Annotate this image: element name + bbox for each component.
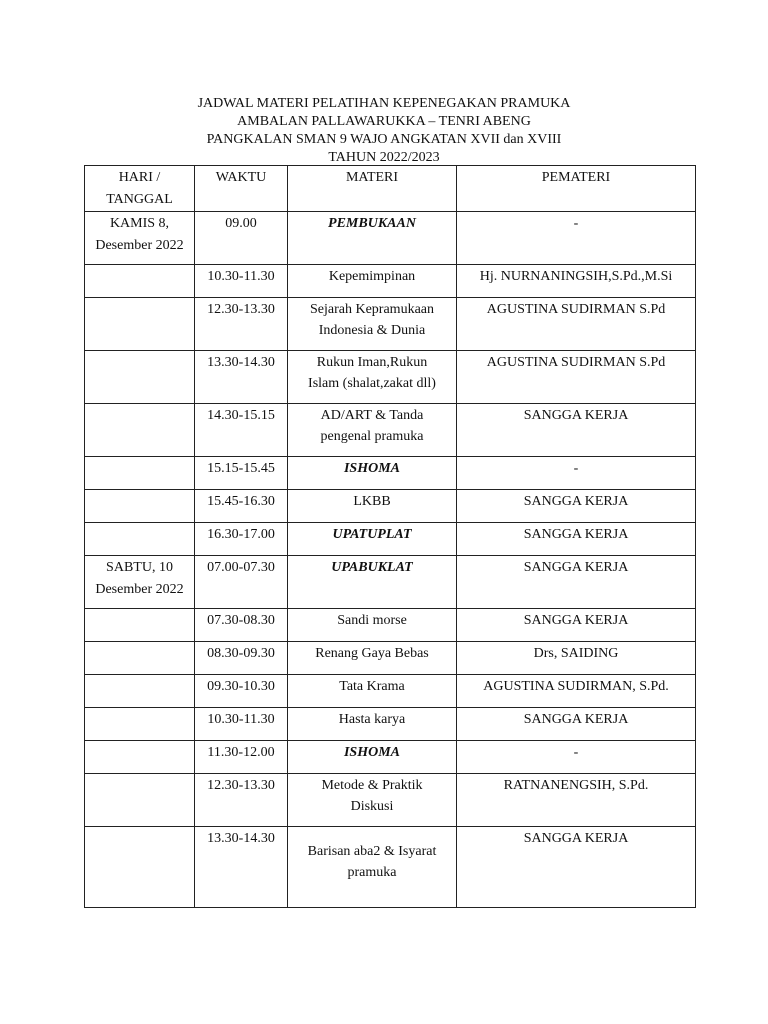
cell-materi xyxy=(288,212,457,265)
cell-pemateri: - xyxy=(457,457,696,490)
cell-waktu: 12.30-13.30 xyxy=(195,774,288,827)
materi-text: UPABUKLAT xyxy=(331,560,413,575)
header-hari-line-2: TANGGAL xyxy=(106,192,173,207)
cell-materi xyxy=(288,351,457,404)
cell-hari xyxy=(85,675,195,708)
cell-waktu: 12.30-13.30 xyxy=(195,298,288,351)
cell-materi: Hasta karya xyxy=(288,708,457,741)
cell-hari xyxy=(85,523,195,556)
cell-hari xyxy=(85,774,195,827)
cell-materi: Kepemimpinan xyxy=(288,265,457,298)
cell-hari xyxy=(85,556,195,609)
cell-pemateri: SANGGA KERJA xyxy=(457,827,696,908)
cell-materi xyxy=(288,827,457,908)
materi-text: ISHOMA xyxy=(343,461,401,476)
cell-pemateri: - xyxy=(457,212,696,265)
cell-pemateri: AGUSTINA SUDIRMAN, S.Pd. xyxy=(457,675,696,708)
hari-line-2: Desember 2022 xyxy=(95,238,184,253)
table-row xyxy=(85,351,696,404)
hari-line-1: SABTU, 10 xyxy=(106,560,173,575)
table-row xyxy=(85,708,696,741)
header-pemateri: PEMATERI xyxy=(457,166,696,212)
cell-hari xyxy=(85,708,195,741)
cell-materi: Tata Krama xyxy=(288,675,457,708)
cell-hari xyxy=(85,490,195,523)
cell-materi xyxy=(288,298,457,351)
cell-materi xyxy=(288,741,457,774)
cell-materi xyxy=(288,556,457,609)
cell-waktu: 08.30-09.30 xyxy=(195,642,288,675)
cell-materi: Sandi morse xyxy=(288,609,457,642)
title-line-1: JADWAL MATERI PELATIHAN KEPENEGAKAN PRAMUKA xyxy=(197,96,571,111)
title-line-2: AMBALAN PALLAWARUKKA – TENRI ABENG xyxy=(237,114,531,129)
cell-hari xyxy=(85,457,195,490)
table-row xyxy=(85,212,696,265)
table-row xyxy=(85,298,696,351)
cell-waktu: 10.30-11.30 xyxy=(195,265,288,298)
title-line-4: TAHUN 2022/2023 xyxy=(328,150,440,165)
schedule-table xyxy=(84,165,696,908)
cell-waktu: 07.30-08.30 xyxy=(195,609,288,642)
document-title xyxy=(0,95,768,167)
cell-materi xyxy=(288,523,457,556)
cell-waktu: 15.15-15.45 xyxy=(195,457,288,490)
cell-pemateri: Drs, SAIDING xyxy=(457,642,696,675)
title-line-3: PANGKALAN SMAN 9 WAJO ANGKATAN XVII dan XVIII xyxy=(206,132,562,147)
header-hari-tanggal xyxy=(85,166,195,212)
materi-line-1: Barisan aba2 & Isyarat xyxy=(307,844,437,859)
cell-hari xyxy=(85,351,195,404)
materi-line-1: Rukun Iman,Rukun xyxy=(316,355,428,370)
materi-text: ISHOMA xyxy=(343,745,401,760)
cell-pemateri: RATNANENGSIH, S.Pd. xyxy=(457,774,696,827)
cell-pemateri: - xyxy=(457,741,696,774)
cell-pemateri: SANGGA KERJA xyxy=(457,490,696,523)
materi-line-2: pramuka xyxy=(347,865,397,880)
table-row xyxy=(85,490,696,523)
materi-line-1: Sejarah Kepramukaan xyxy=(310,302,434,317)
cell-hari xyxy=(85,741,195,774)
table-row xyxy=(85,265,696,298)
cell-hari xyxy=(85,642,195,675)
cell-materi xyxy=(288,404,457,457)
cell-waktu: 16.30-17.00 xyxy=(195,523,288,556)
cell-waktu: 14.30-15.15 xyxy=(195,404,288,457)
materi-line-1: AD/ART & Tanda xyxy=(320,408,424,423)
cell-hari xyxy=(85,609,195,642)
cell-pemateri: Hj. NURNANINGSIH,S.Pd.,M.Si xyxy=(457,265,696,298)
cell-pemateri: SANGGA KERJA xyxy=(457,404,696,457)
cell-materi: Renang Gaya Bebas xyxy=(288,642,457,675)
cell-hari xyxy=(85,827,195,908)
cell-waktu: 13.30-14.30 xyxy=(195,351,288,404)
table-row xyxy=(85,774,696,827)
header-materi: MATERI xyxy=(288,166,457,212)
header-hari-line-1: HARI / xyxy=(118,170,161,185)
table-row xyxy=(85,404,696,457)
cell-hari xyxy=(85,404,195,457)
cell-waktu: 09.00 xyxy=(195,212,288,265)
table-row xyxy=(85,642,696,675)
table-row xyxy=(85,523,696,556)
materi-text: UPATUPLAT xyxy=(332,527,412,542)
cell-pemateri: SANGGA KERJA xyxy=(457,609,696,642)
cell-hari xyxy=(85,265,195,298)
cell-waktu: 15.45-16.30 xyxy=(195,490,288,523)
cell-hari xyxy=(85,212,195,265)
hari-line-1: KAMIS 8, xyxy=(109,216,170,231)
materi-line-2: pengenal pramuka xyxy=(320,429,424,444)
cell-materi xyxy=(288,774,457,827)
table-header-row xyxy=(85,166,696,212)
header-waktu: WAKTU xyxy=(195,166,288,212)
cell-waktu: 09.30-10.30 xyxy=(195,675,288,708)
materi-line-2: Islam (shalat,zakat dll) xyxy=(308,376,436,391)
materi-text: PEMBUKAAN xyxy=(328,216,416,231)
cell-waktu: 13.30-14.30 xyxy=(195,827,288,908)
materi-line-2: Diskusi xyxy=(350,799,394,814)
table-row xyxy=(85,609,696,642)
cell-pemateri: SANGGA KERJA xyxy=(457,523,696,556)
cell-waktu: 11.30-12.00 xyxy=(195,741,288,774)
table-row xyxy=(85,827,696,908)
cell-pemateri: SANGGA KERJA xyxy=(457,708,696,741)
cell-waktu: 10.30-11.30 xyxy=(195,708,288,741)
table-row xyxy=(85,675,696,708)
materi-line-2: Indonesia & Dunia xyxy=(318,323,426,338)
cell-materi: LKBB xyxy=(288,490,457,523)
table-row xyxy=(85,556,696,609)
materi-line-1: Metode & Praktik xyxy=(321,778,423,793)
cell-pemateri: SANGGA KERJA xyxy=(457,556,696,609)
cell-materi xyxy=(288,457,457,490)
hari-line-2: Desember 2022 xyxy=(95,582,184,597)
table-row xyxy=(85,741,696,774)
cell-waktu: 07.00-07.30 xyxy=(195,556,288,609)
table-row xyxy=(85,457,696,490)
cell-pemateri: AGUSTINA SUDIRMAN S.Pd xyxy=(457,351,696,404)
cell-hari xyxy=(85,298,195,351)
cell-pemateri: AGUSTINA SUDIRMAN S.Pd xyxy=(457,298,696,351)
